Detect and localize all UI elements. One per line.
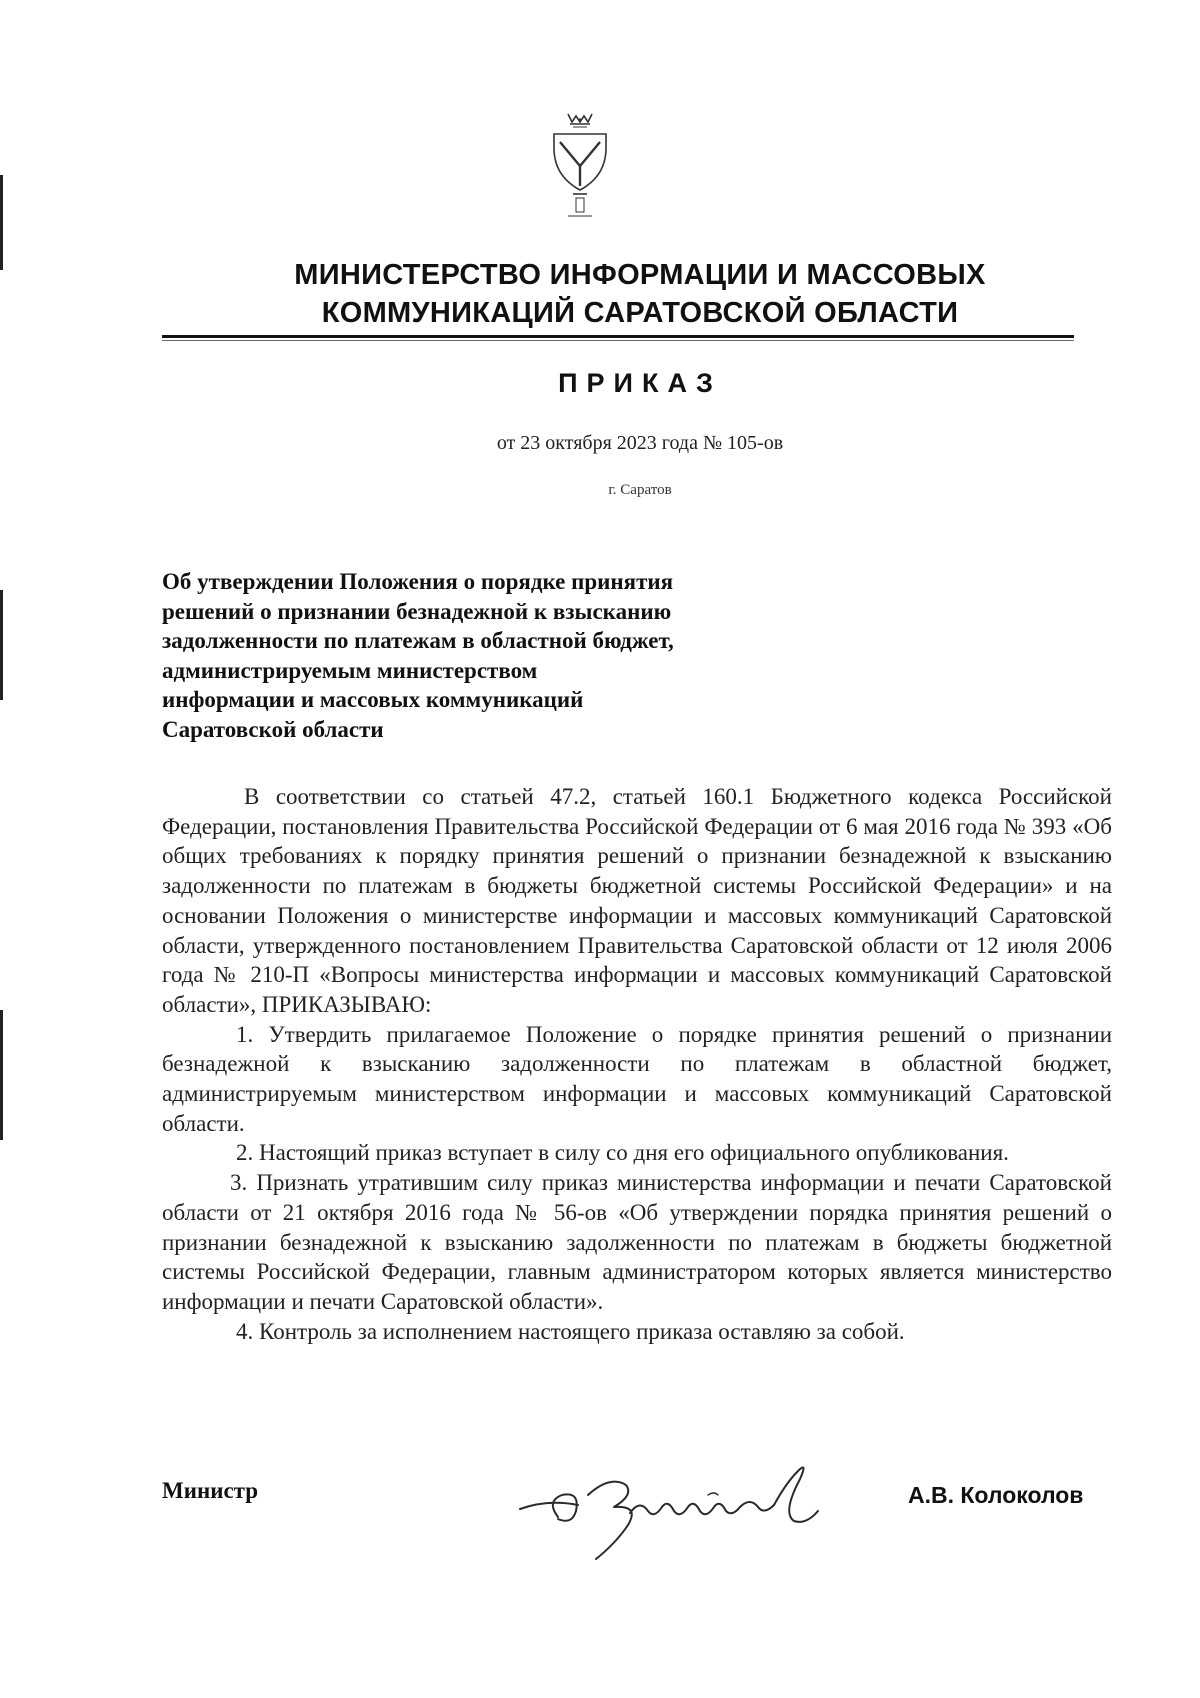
order-item-1: 1. Утвердить прилагаемое Положение о порядке принятия решений о признании безнадежной к взысканию задолженности по платежам в областной бюджет, администрируемым министерством информации и массовых коммуникаций Саратовской области. bbox=[162, 1021, 1112, 1136]
handwritten-signature-icon bbox=[518, 1455, 878, 1565]
subject-line: Саратовской области bbox=[162, 716, 384, 742]
document-date-number: от 23 октября 2023 года № 105-ов bbox=[496, 432, 784, 454]
subject-line: администрируемым министерством bbox=[162, 657, 538, 683]
document-city: г. Саратов bbox=[608, 482, 672, 498]
header-divider-thin bbox=[162, 340, 1074, 341]
order-item-2: 2. Настоящий приказ вступает в силу со дня его официального опубликования. bbox=[236, 1140, 1009, 1166]
document-type: ПРИКАЗ bbox=[558, 368, 722, 398]
preamble-paragraph: В соответствии со статьей 47.2, статьей 160.1 Бюджетного кодекса Российской Федерации, постановления Правительства Российской Федерации от 6 мая 2016 года № 393 «Об общих требованиях к порядку принятия решений о признании безнадежной к взысканию задолженности по платежам в бюджеты бюджетной системы Российской Федерации» и на основании Положения о министерстве информации и массовых коммуникаций Саратовской области, утвержденного постановлением Правительства Саратовской области от 12 июля 2006 года № 210-П «Вопросы министерства информации и массовых коммуникаций Саратовской области», ПРИКАЗЫВАЮ: bbox=[162, 784, 1112, 1017]
subject-line: Об утверждении Положения о порядке принятия bbox=[162, 569, 674, 594]
document-body bbox=[162, 782, 1112, 1346]
signatory-name: А.В. Колоколов bbox=[908, 1482, 1084, 1508]
subject-line: задолженности по платежам в областной бюджет, bbox=[162, 628, 674, 654]
ministry-name-line: КОММУНИКАЦИЙ САРАТОВСКОЙ ОБЛАСТИ bbox=[321, 297, 959, 329]
ministry-name bbox=[150, 256, 1130, 332]
header-divider bbox=[162, 335, 1074, 338]
signatory-title: Министр bbox=[162, 1478, 259, 1503]
subject-line: решений о признании безнадежной к взысканию bbox=[162, 598, 672, 624]
subject-line: информации и массовых коммуникаций bbox=[162, 687, 584, 713]
scan-edge-mark bbox=[0, 175, 3, 270]
coat-of-arms-icon bbox=[540, 108, 620, 228]
document-subject bbox=[162, 567, 782, 745]
ministry-name-line: МИНИСТЕРСТВО ИНФОРМАЦИИ И МАССОВЫХ bbox=[294, 259, 986, 291]
order-item-4: 4. Контроль за исполнением настоящего приказа оставляю за собой. bbox=[236, 1318, 905, 1344]
scan-edge-mark bbox=[0, 1010, 3, 1140]
scan-edge-mark bbox=[0, 590, 3, 700]
order-item-3: 3. Признать утратившим силу приказ министерства информации и печати Саратовской области от 21 октября 2016 года № 56-ов «Об утверждении порядка принятия решений о признании безнадежной к взысканию задолженности по платежам в бюджеты бюджетной системы Российской Федерации, главным администратором которых является министерство информации и печати Саратовской области». bbox=[162, 1170, 1112, 1314]
